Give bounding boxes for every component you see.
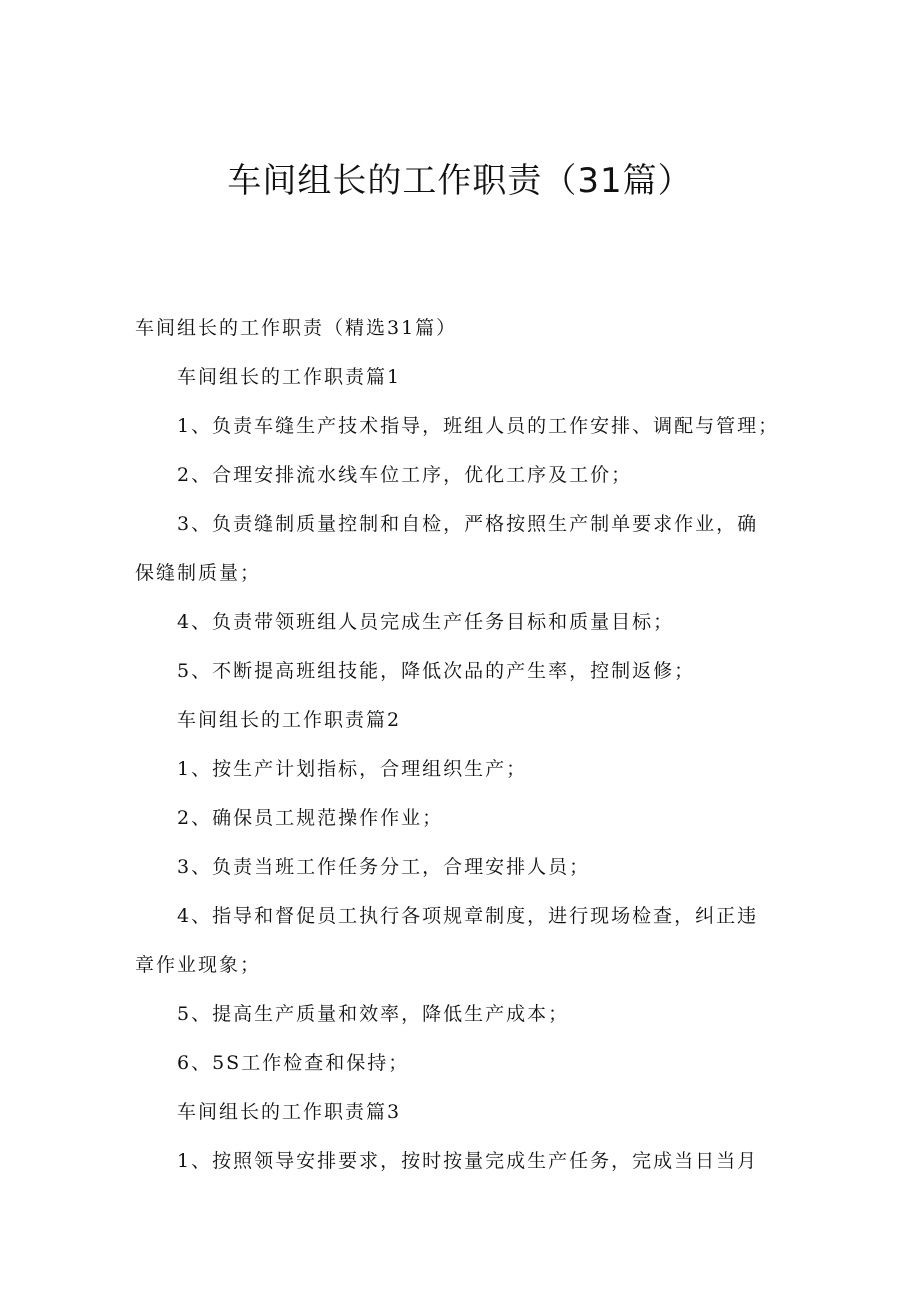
paragraph-line: 4、指导和督促员工执行各项规章制度，进行现场检查，纠正违 <box>177 905 759 927</box>
paragraph-line: 5、不断提高班组技能，降低次品的产生率，控制返修； <box>177 660 696 682</box>
paragraph-line: 1、按照领导安排要求，按时按量完成生产任务，完成当日当月 <box>177 1150 759 1172</box>
section-heading-2: 车间组长的工作职责篇2 <box>177 709 402 731</box>
section-heading-3: 车间组长的工作职责篇3 <box>177 1101 402 1123</box>
paragraph-line: 4、负责带领班组人员完成生产任务目标和质量目标； <box>177 611 675 633</box>
document-title: 车间组长的工作职责（31篇） <box>227 161 693 201</box>
paragraph-line: 2、确保员工规范操作作业； <box>177 807 444 829</box>
document-body <box>135 304 780 1186</box>
paragraph-line: 2、合理安排流水线车位工序，优化工序及工价； <box>177 464 633 486</box>
paragraph-line: 1、按生产计划指标，合理组织生产； <box>177 758 528 780</box>
paragraph-line: 3、负责缝制质量控制和自检，严格按照生产制单要求作业，确 <box>177 513 759 535</box>
paragraph-line: 6、5S工作检查和保持； <box>177 1052 410 1074</box>
section-heading-1: 车间组长的工作职责篇1 <box>177 366 402 388</box>
paragraph-continuation: 章作业现象； <box>135 954 262 976</box>
intro-heading: 车间组长的工作职责（精选31篇） <box>135 317 458 339</box>
paragraph-line: 1、负责车缝生产技术指导，班组人员的工作安排、调配与管理； <box>177 415 780 437</box>
paragraph-continuation: 保缝制质量； <box>135 562 262 584</box>
paragraph-line: 3、负责当班工作任务分工，合理安排人员； <box>177 856 591 878</box>
paragraph-line: 5、提高生产质量和效率，降低生产成本； <box>177 1003 570 1025</box>
